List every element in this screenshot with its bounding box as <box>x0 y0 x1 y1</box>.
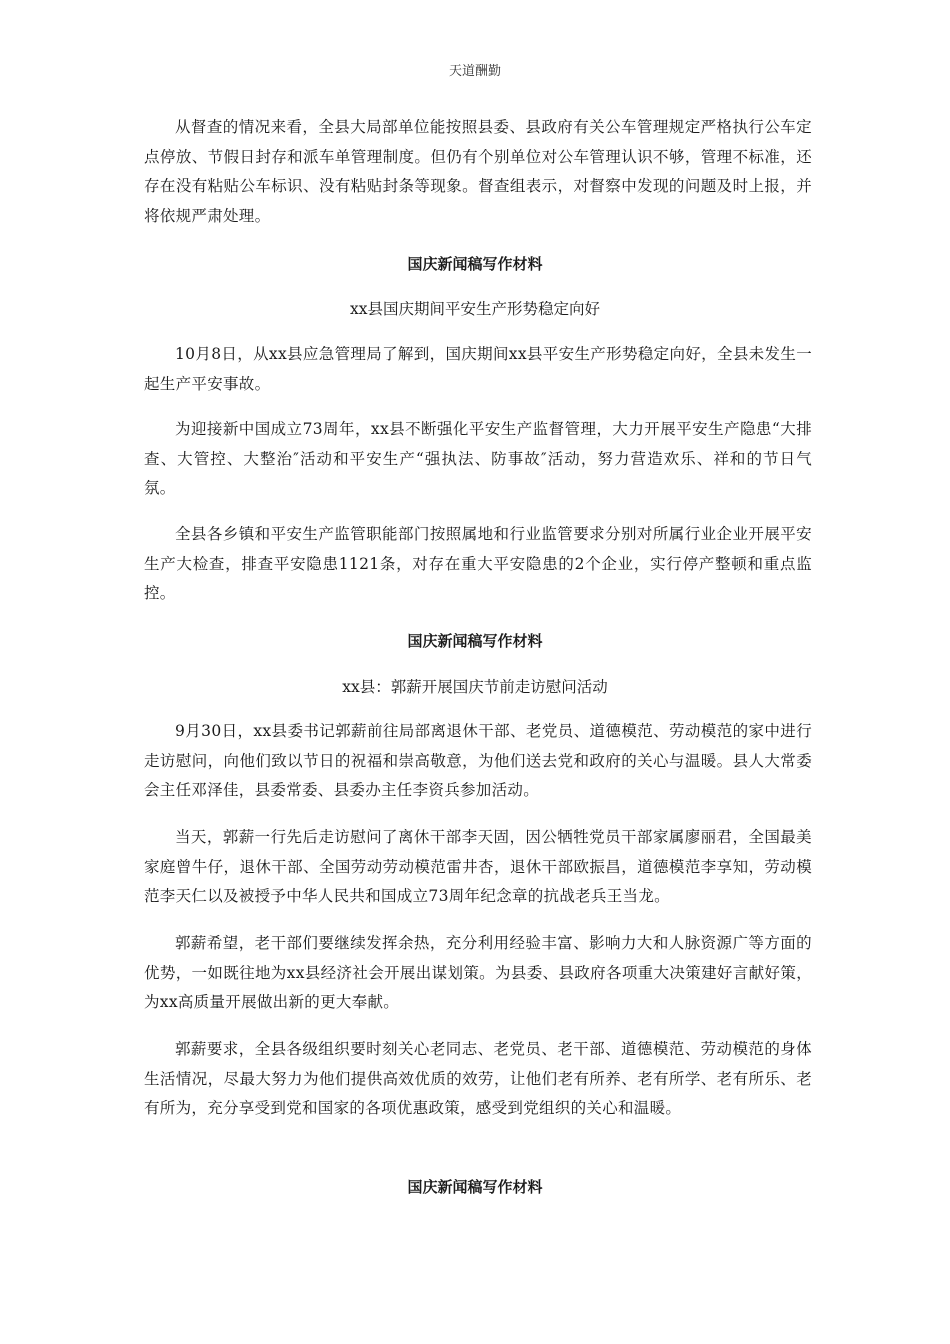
section-title: 国庆新闻稿写作材料 <box>407 1178 543 1196</box>
paragraph: 9月30日，xx县委书记郭薪前往局部离退休干部、老党员、道德模范、劳动模范的家中进行走访慰问，向他们致以节日的祝福和崇高敬意，为他们送去党和政府的关心与温暖。县人大常委会主任邓泽佳，县委常委、县委办主任李资兵参加活动。 <box>144 722 812 799</box>
section-title: 国庆新闻稿写作材料 <box>407 632 543 650</box>
paragraph: 10月8日，从xx县应急管理局了解到，国庆期间xx县平安生产形势稳定向好，全县未发生一起生产平安事故。 <box>144 345 812 393</box>
paragraph: 郭薪要求，全县各级组织要时刻关心老同志、老党员、老干部、道德模范、劳动模范的身体生活情况，尽最大努力为他们提供高效优质的效劳，让他们老有所养、老有所学、老有所乐、老有所为，充分享受到党和国家的各项优惠政策，感受到党组织的关心和温暖。 <box>144 1040 812 1117</box>
section-title: 国庆新闻稿写作材料 <box>407 255 543 273</box>
article-subtitle: xx县：郭薪开展国庆节前走访慰问活动 <box>342 678 608 696</box>
paragraph: 为迎接新中国成立73周年，xx县不断强化平安生产监督管理，大力开展平安生产隐患“大排查、大管控、大整治″活动和平安生产“强执法、防事故″活动，努力营造欢乐、祥和的节日气氛。 <box>144 420 812 497</box>
paragraph: 从督查的情况来看，全县大局部单位能按照县委、县政府有关公车管理规定严格执行公车定点停放、节假日封存和派车单管理制度。但仍有个别单位对公车管理认识不够，管理不标准，还存在没有粘贴公车标识、没有粘贴封条等现象。督查组表示，对督察中发现的问题及时上报，并将依规严肃处理。 <box>144 118 812 225</box>
paragraph: 当天，郭薪一行先后走访慰问了离休干部李天固，因公牺牲党员干部家属廖丽君，全国最美家庭曾牛仔，退休干部、全国劳动劳动模范雷井杏，退休干部欧振昌，道德模范李享知，劳动模范李天仁以及被授予中华人民共和国成立73周年纪念章的抗战老兵王当龙。 <box>144 828 812 905</box>
article-subtitle: xx县国庆期间平安生产形势稳定向好 <box>350 300 600 318</box>
paragraph: 全县各乡镇和平安生产监管职能部门按照属地和行业监管要求分别对所属行业企业开展平安生产大检查，排查平安隐患1121条，对存在重大平安隐患的2个企业，实行停产整顿和重点监控。 <box>144 525 812 602</box>
page-header: 天道酬勤 <box>448 64 501 79</box>
paragraph: 郭薪希望，老干部们要继续发挥余热，充分利用经验丰富、影响力大和人脉资源广等方面的优势，一如既往地为xx县经济社会开展出谋划策。为县委、县政府各项重大决策建好言献好策，为xx高质量开展做出新的更大奉献。 <box>144 934 812 1011</box>
